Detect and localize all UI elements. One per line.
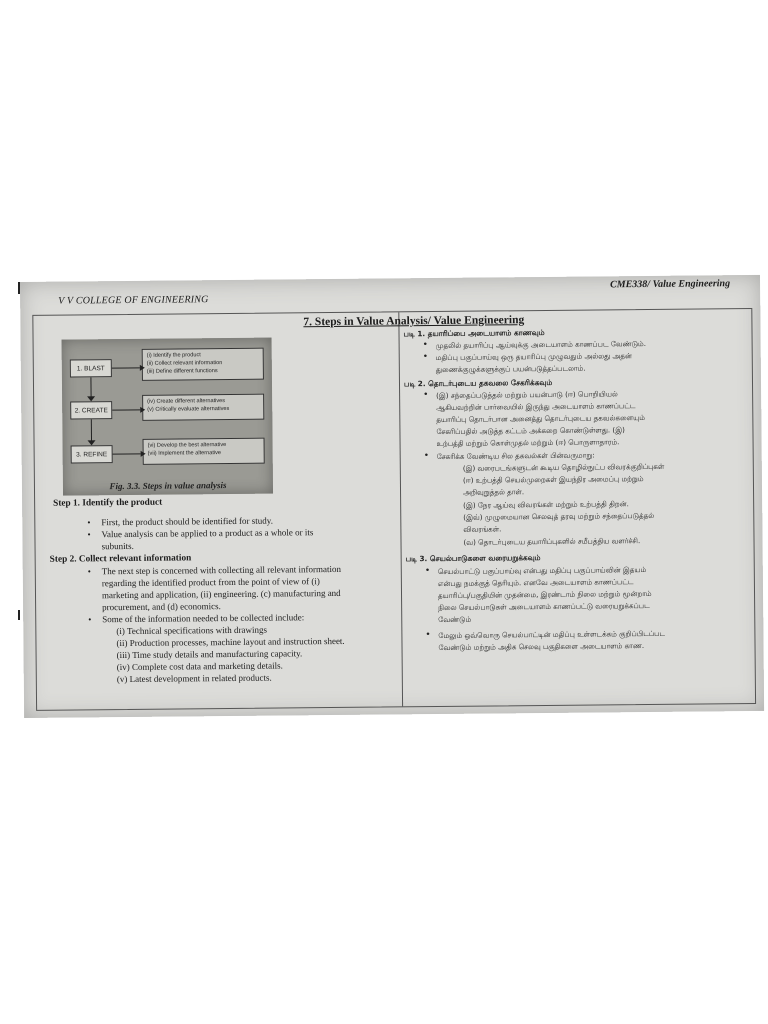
stage-create-items: (iv) Create different alternatives (v) Critically evaluate alternatives xyxy=(142,394,264,421)
tamil-step3-bullet-1: • செயல்பாட்டு பகுப்பாய்வு என்பது மதிப்பு பகுப்பாய்வின் இதயம் xyxy=(438,564,647,577)
info-item-5: (v) Latest development in related products. xyxy=(116,672,272,685)
info-item-3: (iii) Time study details and manufacturing capacity. xyxy=(116,648,303,661)
step2-bullet-1-cont-3: procurement, and (d) economics. xyxy=(102,601,221,613)
tamil-step2-bullet-1-cont-4: உற்பத்தி மற்றும் கொள்முதல் மற்றும் (ஈ) பொருளாதாரம். xyxy=(436,437,620,449)
tamil-step1-bullet-1: • முதலில் தயாரிப்பு ஆய்வுக்கு அடையாளம் காணப்பட வேண்டும். xyxy=(436,338,646,351)
tamil-step1-bullet-2-cont: துணைக்குழுக்களுக்குப் பயன்படுத்தப்படலாம். xyxy=(435,363,586,375)
section-title: 7. Steps in Value Analysis/ Value Engineering xyxy=(303,314,525,329)
tamil-info-item-5: (வ) தொடர்புடைய தயாரிப்புகளில் சமீபத்திய வளர்ச்சி. xyxy=(463,536,641,547)
course-code: CME338/ Value Engineering xyxy=(610,278,731,291)
figure-caption: Fig. 3.3. Steps in value analysis xyxy=(109,480,227,492)
content-frame xyxy=(32,308,756,711)
step1-heading: Step 1. Identify the product xyxy=(53,497,163,509)
step2-bullet-1-cont-2: marketing and application, (ii) engineering. (c) manufacturing and xyxy=(101,587,341,601)
document-page xyxy=(20,275,764,718)
tamil-step3-heading: படி 3. செயல்பாடுகளை வரையறுக்கவும் xyxy=(405,553,541,564)
step2-bullet-2: • Some of the information needed to be collected include: xyxy=(102,612,304,626)
step1-bullet-2-cont: subunits. xyxy=(101,540,134,552)
stage-refine-box: 3. REFINE xyxy=(71,445,113,463)
step2-bullet-1: • The next step is concerned with collecting all relevant information xyxy=(102,564,341,578)
tamil-step3-bullet-1-cont-3: நிலை செயல்பாடுகள் அடையாளம் காணப்பட்டு வரையறுக்கப்பட xyxy=(438,600,650,613)
stage-create-box: 2. CREATE xyxy=(70,401,112,419)
tamil-step3-bullet-2: • மேலும் ஒவ்வொரு செயல்பாட்டின் மதிப்பு உள்ளடக்கம் குறிப்பிடப்பட xyxy=(438,628,665,641)
step2-heading: Step 2. Collect relevant information xyxy=(49,553,192,565)
tamil-info-item-4-cont: விவரங்கள். xyxy=(463,524,502,534)
tamil-step2-bullet-1: • (இ) சந்தைப்படுத்தல் மற்றும் பயன்பாடு (ஈ) பொறியியல் xyxy=(436,388,618,401)
stage-refine-items: (vi) Develop the best alternative (vii) Implement the alternative xyxy=(143,438,265,465)
tamil-step3-bullet-2-cont: வேண்டும் மற்றும் அதிக செலவு பகுதிகளை அடையாளம் காண. xyxy=(438,641,645,652)
tamil-info-item-4: (இவ்) முழுமையான செலவுத் தரவு மற்றும் சந்தைப்படுத்தல் xyxy=(463,510,655,522)
tamil-info-item-1: (இ) வரைபடங்களுடன் கூடிய தொழில்நுட்ப விவரக்குறிப்புகள் xyxy=(462,461,665,473)
college-name: V V COLLEGE OF ENGINEERING xyxy=(58,294,209,307)
stage-blast-box: 1. BLAST xyxy=(70,359,112,377)
step1-bullet-1: • First, the product should be identified for study. xyxy=(101,516,273,529)
left-edge-mark-lower xyxy=(18,610,20,620)
tamil-info-item-3: (இ) நேர ஆய்வு விவரங்கள் மற்றும் உற்பத்தி திறன். xyxy=(463,499,629,510)
tamil-step2-bullet-2: • சேகரிக்க வேண்டிய சில தகவல்கள் பின்வருமாறு: xyxy=(437,449,595,462)
tamil-step2-bullet-1-cont-2: தயாரிப்பு தொடர்பான அனைத்து தொடர்புடைய தகவல்களையும் xyxy=(436,413,645,425)
tamil-info-item-2: (ஈ) உற்பத்தி செயல்முறைகள் இயந்திர அமைப்பு மற்றும் xyxy=(462,474,644,485)
column-divider xyxy=(398,312,403,706)
info-item-2: (ii) Production processes, machine layout and instruction sheet. xyxy=(116,635,345,649)
stage-blast-items: (i) Identify the product (ii) Collect relevant information (iii) Define different functions xyxy=(142,348,264,381)
tamil-info-item-2-cont: அறிவுறுத்தல் தாள். xyxy=(462,487,525,497)
tamil-step3-bullet-1-cont-2: தயாரிப்பு/பகுதியின் முதன்மை, இரண்டாம் நிலை மற்றும் மூன்றாம் xyxy=(437,588,652,601)
step2-bullet-1-cont-1: regarding the identified product from the point of view of (i) xyxy=(101,576,320,589)
tamil-step3-bullet-1-cont-4: வேண்டும் xyxy=(438,614,472,625)
tamil-step3-bullet-1-cont-1: என்பது நமக்குத் தெரியும். எனவே அடையாளம் காணப்பட்ட xyxy=(437,577,634,589)
step1-bullet-2: • Value analysis can be applied to a product as a whole or its xyxy=(101,527,313,541)
tamil-step2-bullet-1-cont-3: சேகரிப்பதில் அடுத்த கட்டம் அக்கறை கொண்டுள்ளது. (இ) xyxy=(436,425,625,437)
info-item-4: (iv) Complete cost data and marketing details. xyxy=(116,660,283,673)
tamil-step1-heading: படி 1. தயாரிப்பை அடையாளம் காணவும் xyxy=(403,327,545,339)
tamil-step2-bullet-1-cont-1: ஆகியவற்றின் பார்வையில் இருந்து அடையாளம் காணப்பட்ட xyxy=(436,401,636,413)
steps-figure xyxy=(62,338,273,496)
figure-arrows xyxy=(62,338,273,496)
tamil-step2-heading: படி 2. தொடர்புடைய தகவலை சேகரிக்கவும் xyxy=(403,377,553,389)
tamil-step1-bullet-2: • மதிப்பு பகுப்பாய்வு ஒரு தயாரிப்பு முழுவதும் அல்லது அதன் xyxy=(436,350,632,363)
info-item-1: (i) Technical specifications with drawings xyxy=(116,624,268,637)
